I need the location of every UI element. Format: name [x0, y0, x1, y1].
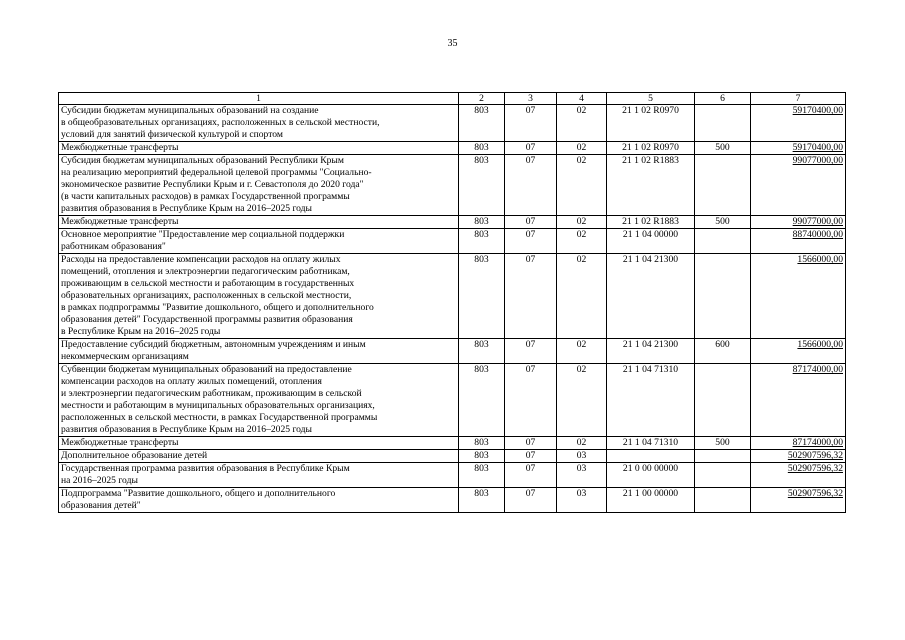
- header-row: [59, 93, 846, 105]
- row-name: Субсидия бюджетам муниципальных образований Республики Крым на реализацию мероприятий федеральной целевой программы "Социально- экономическое развитие Республики Крым и г. Севастополя до 2020 года" (в части капитальных расходов) в рамках Государственной программы развития образования в Республике Крым на 2016–2025 годы: [59, 155, 459, 216]
- row-name: Субсидии бюджетам муниципальных образований на создание в общеобразовательных организациях, расположенных в сельской местности, условий для занятий физической культурой и спортом: [59, 105, 459, 142]
- row-section-code: 07: [505, 229, 557, 254]
- row-name: Государственная программа развития образования в Республике Крым на 2016–2025 годы: [59, 463, 459, 488]
- row-name: Дополнительное образование детей: [59, 450, 459, 463]
- row-name: Межбюджетные трансферты: [59, 437, 459, 450]
- row-name: Межбюджетные трансферты: [59, 142, 459, 155]
- column-header-5: 5: [607, 93, 695, 105]
- row-expense-type: [695, 229, 751, 254]
- table-row: [59, 450, 846, 463]
- row-target-code: 21 1 04 21300: [607, 254, 695, 339]
- row-amount: 59170400,00: [751, 142, 846, 155]
- row-amount: 1566000,00: [751, 339, 846, 364]
- row-target-code: 21 1 04 71310: [607, 437, 695, 450]
- row-subsection-code: 02: [557, 142, 607, 155]
- row-subsection-code: 03: [557, 463, 607, 488]
- row-amount: 502907596,32: [751, 463, 846, 488]
- row-target-code: 21 1 04 21300: [607, 339, 695, 364]
- row-ministry-code: 803: [459, 229, 505, 254]
- row-target-code: 21 1 04 00000: [607, 229, 695, 254]
- column-header-2: 2: [459, 93, 505, 105]
- row-subsection-code: 03: [557, 450, 607, 463]
- row-amount: 87174000,00: [751, 364, 846, 437]
- table-row: [59, 437, 846, 450]
- row-name: Межбюджетные трансферты: [59, 216, 459, 229]
- row-expense-type: [695, 488, 751, 513]
- row-subsection-code: 02: [557, 155, 607, 216]
- row-subsection-code: 02: [557, 216, 607, 229]
- row-expense-type: [695, 155, 751, 216]
- row-name: Предоставление субсидий бюджетным, автономным учреждениям и иным некоммерческим организациям: [59, 339, 459, 364]
- row-target-code: 21 1 02 R0970: [607, 142, 695, 155]
- row-subsection-code: 02: [557, 105, 607, 142]
- table-row: [59, 142, 846, 155]
- column-header-3: 3: [505, 93, 557, 105]
- row-section-code: 07: [505, 155, 557, 216]
- row-ministry-code: 803: [459, 437, 505, 450]
- table-row: [59, 339, 846, 364]
- row-ministry-code: 803: [459, 488, 505, 513]
- column-header-7: 7: [751, 93, 846, 105]
- row-section-code: 07: [505, 142, 557, 155]
- row-subsection-code: 02: [557, 254, 607, 339]
- row-target-code: 21 1 02 R0970: [607, 105, 695, 142]
- row-subsection-code: 02: [557, 437, 607, 450]
- row-ministry-code: 803: [459, 155, 505, 216]
- row-target-code: 21 0 00 00000: [607, 463, 695, 488]
- row-amount: 99077000,00: [751, 155, 846, 216]
- row-ministry-code: 803: [459, 364, 505, 437]
- row-section-code: 07: [505, 254, 557, 339]
- row-ministry-code: 803: [459, 142, 505, 155]
- column-header-1: 1: [59, 93, 459, 105]
- row-expense-type: 500: [695, 437, 751, 450]
- row-ministry-code: 803: [459, 216, 505, 229]
- budget-table: [58, 92, 846, 513]
- table-row: [59, 364, 846, 437]
- row-ministry-code: 803: [459, 450, 505, 463]
- page-number: 35: [447, 38, 458, 49]
- row-expense-type: [695, 463, 751, 488]
- table-row: [59, 229, 846, 254]
- row-section-code: 07: [505, 463, 557, 488]
- row-amount: 99077000,00: [751, 216, 846, 229]
- table-row: [59, 216, 846, 229]
- row-target-code: 21 1 02 R1883: [607, 155, 695, 216]
- row-subsection-code: 03: [557, 488, 607, 513]
- row-subsection-code: 02: [557, 339, 607, 364]
- column-header-4: 4: [557, 93, 607, 105]
- row-amount: 502907596,32: [751, 488, 846, 513]
- row-ministry-code: 803: [459, 463, 505, 488]
- table-row: [59, 254, 846, 339]
- row-amount: 88740000,00: [751, 229, 846, 254]
- row-name: Подпрограмма "Развитие дошкольного, общего и дополнительного образования детей": [59, 488, 459, 513]
- row-expense-type: [695, 364, 751, 437]
- row-amount: 1566000,00: [751, 254, 846, 339]
- row-name: Расходы на предоставление компенсации расходов на оплату жилых помещений, отопления и электроэнергии педагогическим работникам, проживающим в сельской местности и работающим в государственных образовательных организациях, расположенных в сельской местности, в рамках подпрограммы "Развитие дошкольного, общего и дополнительного образования детей" Государственной программы развития образования в Республике Крым на 2016–2025 годы: [59, 254, 459, 339]
- row-ministry-code: 803: [459, 339, 505, 364]
- row-section-code: 07: [505, 364, 557, 437]
- row-section-code: 07: [505, 450, 557, 463]
- row-expense-type: [695, 105, 751, 142]
- table-row: [59, 105, 846, 142]
- row-subsection-code: 02: [557, 229, 607, 254]
- row-target-code: 21 1 04 71310: [607, 364, 695, 437]
- row-ministry-code: 803: [459, 254, 505, 339]
- row-section-code: 07: [505, 488, 557, 513]
- row-expense-type: [695, 254, 751, 339]
- table-row: [59, 155, 846, 216]
- row-section-code: 07: [505, 339, 557, 364]
- row-section-code: 07: [505, 437, 557, 450]
- row-subsection-code: 02: [557, 364, 607, 437]
- row-section-code: 07: [505, 105, 557, 142]
- row-ministry-code: 803: [459, 105, 505, 142]
- row-target-code: [607, 450, 695, 463]
- row-amount: 59170400,00: [751, 105, 846, 142]
- row-expense-type: 500: [695, 142, 751, 155]
- row-expense-type: 600: [695, 339, 751, 364]
- row-name: Основное мероприятие "Предоставление мер социальной поддержки работникам образования": [59, 229, 459, 254]
- row-amount: 87174000,00: [751, 437, 846, 450]
- row-expense-type: [695, 450, 751, 463]
- row-section-code: 07: [505, 216, 557, 229]
- row-name: Субвенции бюджетам муниципальных образований на предоставление компенсации расходов на оплату жилых помещений, отопления и электроэнергии педагогическим работникам, проживающим в сельской местности и работающим в муниципальных образовательных организациях, расположенных в сельской местности, в рамках Государственной программы развития образования в Республике Крым на 2016–2025 годы: [59, 364, 459, 437]
- row-expense-type: 500: [695, 216, 751, 229]
- row-amount: 502907596,32: [751, 450, 846, 463]
- column-header-6: 6: [695, 93, 751, 105]
- table-row: [59, 463, 846, 488]
- row-target-code: 21 1 02 R1883: [607, 216, 695, 229]
- table-row: [59, 488, 846, 513]
- row-target-code: 21 1 00 00000: [607, 488, 695, 513]
